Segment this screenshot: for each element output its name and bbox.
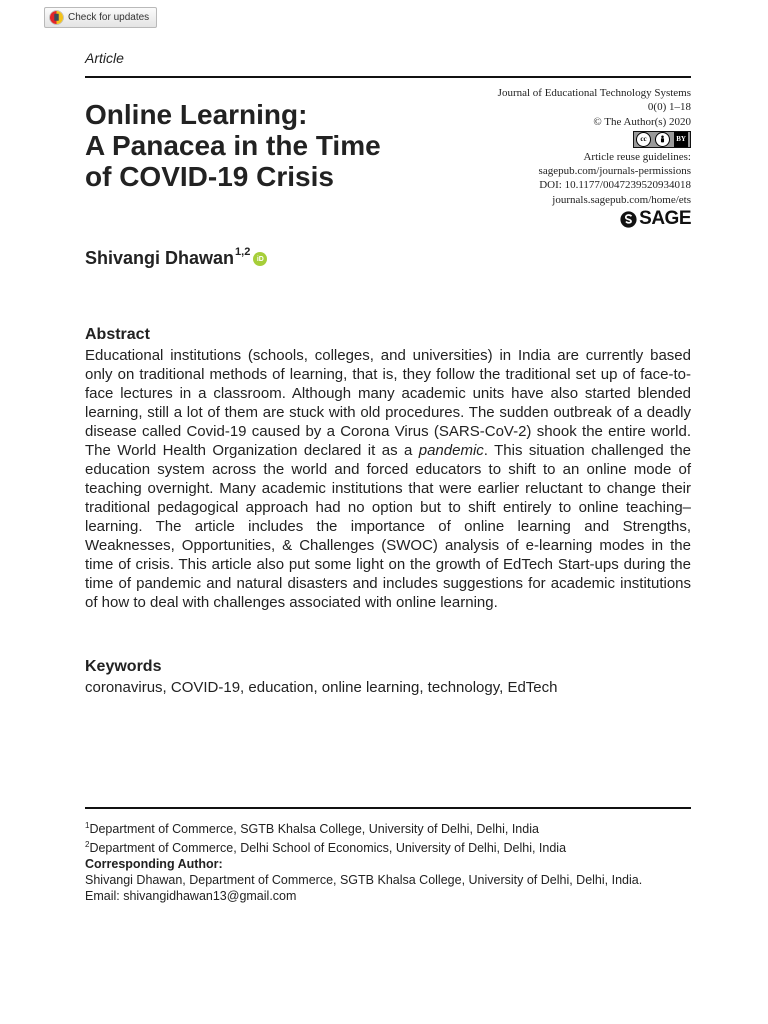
article-type-label: Article [85,50,124,66]
keywords-list: coronavirus, COVID-19, education, online learning, technology, EdTech [85,679,558,696]
sage-wordmark: SAGE [639,208,691,230]
sage-logo [620,208,691,230]
keywords-heading: Keywords [85,658,162,675]
doi-link[interactable]: DOI: 10.1177/0047239520934018 [539,179,691,192]
corresponding-author-label: Corresponding Author: [85,857,223,872]
affiliation-2-mark: 2 [85,840,90,850]
affiliation-1 [85,818,691,837]
article-title [85,99,485,192]
author-affiliation-marks: 1,2 [235,246,251,258]
abstract-text-part-2: . This situation challenged the education system across the world and forced educators to shift to an online mode of teaching overnight. Many academic institutions that were earlier reluctant to change their traditional pedagogical approach had no option but to shift entirely to online teaching–learning. The article includes the importance of online learning and Strengths, Weaknesses, Opportunities, & Challenges (SWOC) analysis of e-learning modes in the time of crisis. This article also put some light on the growth of EdTech Start-ups during the time of pandemic and natural disasters and includes suggestions for academic institutions of how to deal with challenges associated with online learning. [85,442,691,611]
reuse-guidelines-link[interactable]: sagepub.com/journals-permissions [538,165,691,178]
orcid-icon[interactable]: iD [253,252,267,266]
title-line-2: A Panacea in the Time [85,130,381,161]
affiliation-1-text: Department of Commerce, SGTB Khalsa College, University of Delhi, Delhi, India [89,822,539,837]
affiliation-2 [85,837,691,856]
abstract-text-part-1: Educational institutions (schools, colleges, and universities) in India are currently based only on traditional methods of learning, that is, they follow the traditional set up of face-to-face lectures in a classroom. Although many academic units have also started blended learning, still a lot of them are stuck with old procedures. The sudden outbreak of a deadly disease called Covid-19 caused by a Corona Virus (SARS-CoV-2) shook the entire world. The World Health Organization declared it as a [85,347,691,459]
copyright-notice: © The Author(s) 2020 [593,115,691,128]
author-line [85,248,267,269]
journal-issue: 0(0) 1–18 [647,101,691,114]
check-for-updates-button[interactable] [44,7,157,28]
affiliation-2-text: Department of Commerce, Delhi School of Economics, University of Delhi, Delhi, India [89,841,567,856]
sage-s-icon [620,211,637,228]
journal-home-link[interactable]: journals.sagepub.com/home/ets [552,193,691,206]
footnotes [85,818,691,904]
check-for-updates-label: Check for updates [68,12,150,23]
footnote-divider [85,807,691,809]
author-name: Shivangi Dhawan [85,248,235,268]
abstract-emphasis: pandemic [418,442,484,459]
cc-by-icon: cc BY [633,131,691,148]
abstract-heading: Abstract [85,326,150,343]
journal-name: Journal of Educational Technology Systems [497,87,691,99]
crossmark-icon [49,10,64,25]
header-divider [85,76,691,78]
title-line-1: Online Learning: [85,99,308,130]
corresponding-author-email[interactable]: Email: shivangidhawan13@gmail.com [85,889,297,904]
corresponding-author-details: Shivangi Dhawan, Department of Commerce, SGTB Khalsa College, University of Delhi, Delhi, India. [85,873,643,888]
affiliation-1-mark: 1 [85,821,90,830]
journal-metadata [461,86,691,232]
reuse-guidelines-label: Article reuse guidelines: [583,150,691,163]
abstract-text [85,346,691,612]
title-line-3: of COVID-19 Crisis [85,161,334,192]
